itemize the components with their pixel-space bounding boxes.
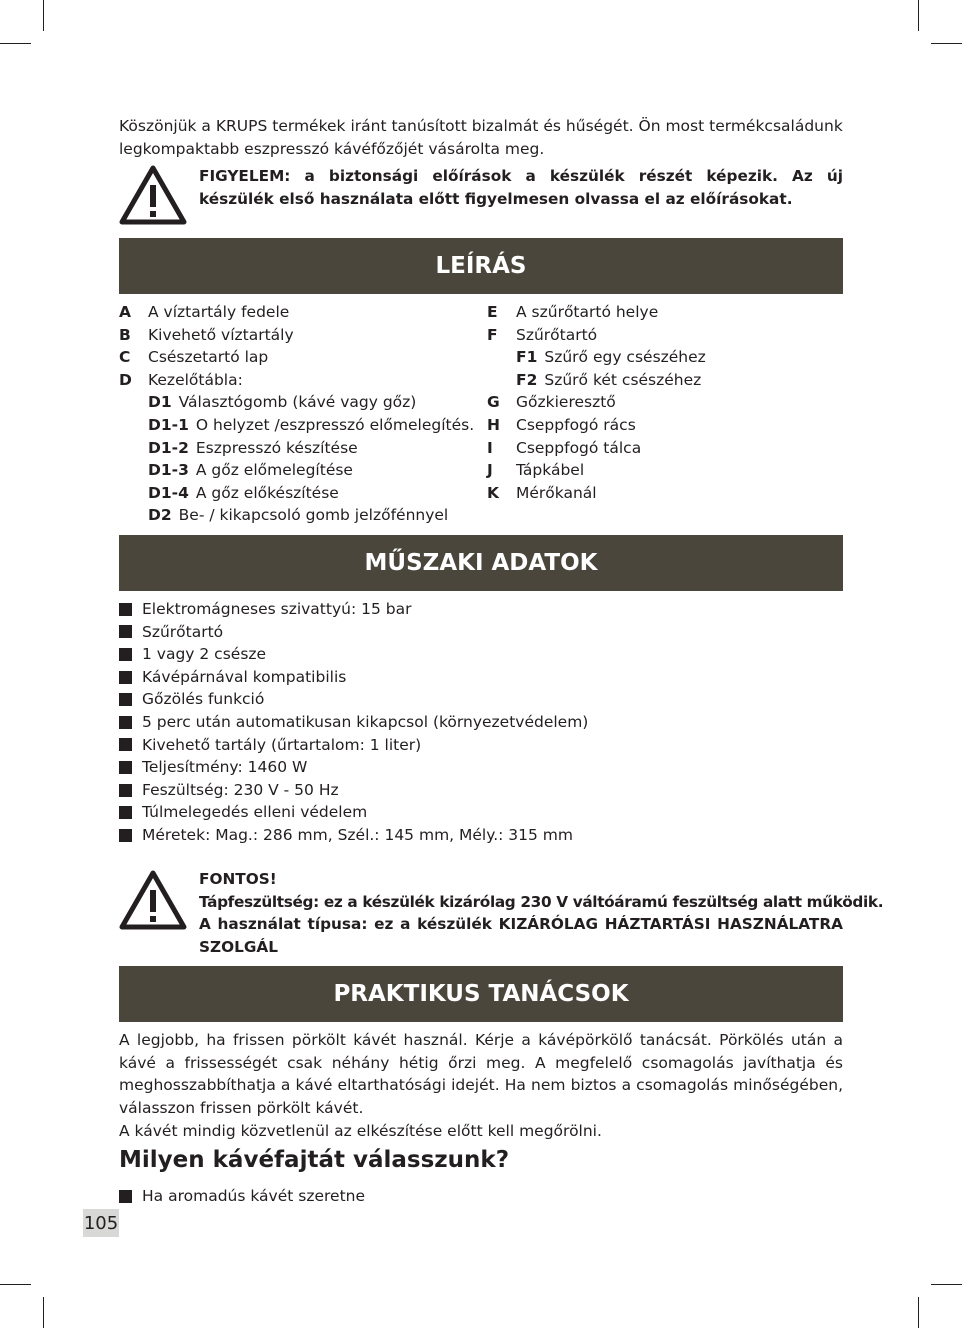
warning-usage: A használat típusa: ez a készülék KIZÁRÓLAG HÁZTARTÁSI HASZNÁLATRA SZOLGÁL bbox=[199, 915, 843, 956]
warning-title: FONTOS! bbox=[199, 870, 277, 888]
sub-item: D1 Választógomb (kávé vagy gőz) bbox=[148, 393, 417, 412]
section-header-technical-data: MŰSZAKI ADATOK bbox=[119, 535, 843, 591]
bullet-square-icon bbox=[119, 603, 132, 616]
list-item: G Gőzkieresztő bbox=[487, 393, 616, 412]
crop-mark bbox=[918, 0, 919, 31]
list-item: Elektromágneses szivattyú: 15 bar bbox=[119, 598, 588, 621]
safety-warning bbox=[119, 165, 843, 210]
list-item: Teljesítmény: 1460 W bbox=[119, 756, 588, 779]
list-item: A A víztartály fedele bbox=[119, 303, 290, 321]
list-item: Kávépárnával kompatibilis bbox=[119, 666, 588, 689]
crop-mark bbox=[931, 43, 962, 44]
warning-icon bbox=[119, 165, 187, 225]
sub-item: D2 Be- / kikapcsoló gomb jelzőfénnyel bbox=[148, 506, 449, 525]
list-item: Szűrőtartó bbox=[119, 621, 588, 644]
list-item: I Cseppfogó tálca bbox=[487, 438, 642, 457]
sub-item: D1-2 Eszpresszó készítése bbox=[148, 438, 358, 457]
warning-text: FIGYELEM: a biztonsági előírások a készülék részét képezik. Az új készülék első használata előtt figyelmesen olvassa el az előírásokat. bbox=[199, 167, 843, 208]
bullet-square-icon bbox=[119, 829, 132, 842]
list-item: E A szűrőtartó helye bbox=[487, 303, 659, 321]
warning-icon bbox=[119, 870, 187, 930]
bullet-square-icon bbox=[119, 761, 132, 774]
section-header-description: LEÍRÁS bbox=[119, 238, 843, 294]
list-item: Ha aromadús kávét szeretne bbox=[119, 1185, 365, 1208]
bullet-square-icon bbox=[119, 648, 132, 661]
list-item: K Mérőkanál bbox=[487, 483, 597, 502]
crop-mark bbox=[931, 1284, 962, 1285]
bullet-square-icon bbox=[119, 716, 132, 729]
list-item: Gőzölés funkció bbox=[119, 688, 588, 711]
list-item: 5 perc után automatikusan kikapcsol (környezetvédelem) bbox=[119, 711, 588, 734]
bullet-square-icon bbox=[119, 693, 132, 706]
sub-item: F1 Szűrő egy csészéhez bbox=[516, 348, 706, 367]
list-item: Feszültség: 230 V - 50 Hz bbox=[119, 779, 588, 802]
list-item: Kivehető tartály (űrtartalom: 1 liter) bbox=[119, 734, 588, 757]
list-item: Méretek: Mag.: 286 mm, Szél.: 145 mm, Mély.: 315 mm bbox=[119, 824, 588, 847]
list-item: J Tápkábel bbox=[487, 461, 585, 480]
crop-mark bbox=[918, 1297, 919, 1328]
parts-list-right bbox=[487, 301, 843, 504]
bullet-square-icon bbox=[119, 806, 132, 819]
sub-item: D1-3 A gőz előmelegítése bbox=[148, 461, 353, 480]
crop-mark bbox=[43, 0, 44, 31]
warning-voltage: Tápfeszültség: ez a készülék kizárólag 230 V váltóáramú feszültség alatt működik. bbox=[199, 892, 884, 911]
list-item: H Cseppfogó rács bbox=[487, 415, 636, 434]
list-item: 1 vagy 2 csésze bbox=[119, 643, 588, 666]
list-item: F Szűrőtartó bbox=[487, 325, 598, 344]
list-item: D Kezelőtábla: bbox=[119, 370, 243, 389]
bullet-square-icon bbox=[119, 1190, 132, 1203]
sub-item: D1-4 A gőz előkészítése bbox=[148, 483, 339, 502]
bullet-square-icon bbox=[119, 784, 132, 797]
list-item: C Csészetartó lap bbox=[119, 348, 269, 367]
bullet-square-icon bbox=[119, 738, 132, 751]
crop-mark bbox=[0, 43, 31, 44]
coffee-choice-list bbox=[119, 1185, 365, 1208]
list-item: Túlmelegedés elleni védelem bbox=[119, 801, 588, 824]
important-warning bbox=[119, 868, 884, 958]
bullet-square-icon bbox=[119, 625, 132, 638]
crop-mark bbox=[43, 1297, 44, 1328]
subheading: Milyen kávéfajtát válasszunk? bbox=[119, 1147, 510, 1173]
sub-item: F2 Szűrő két csészéhez bbox=[516, 370, 702, 389]
sub-item: D1-1 O helyzet /eszpresszó előmelegítés. bbox=[148, 415, 475, 434]
specs-list bbox=[119, 598, 588, 847]
tips-text: A legjobb, ha frissen pörkölt kávét használ. Kérje a kávépörkölő tanácsát. Pörkölés után a kávé a frissességét csak néhány hétig őrzi meg. A megfelelő csomagolás javíthatja és meghosszabbíthatja a kávé eltarthatósági idejét. Ha nem biztos a csomagolás minőségében, válasszon frissen pörkölt kávét. bbox=[119, 1031, 843, 1117]
intro-text: Köszönjük a KRUPS termékek iránt tanúsított bizalmát és hűségét. Ön most termékcsaládunk legkompaktabb eszpresszó kávéfőzőjét vásárolta meg. bbox=[119, 117, 843, 158]
page-number: 105 bbox=[83, 1209, 119, 1237]
crop-mark bbox=[0, 1284, 31, 1285]
tips-text-2: A kávét mindig közvetlenül az elkészítése előtt kell megőrölni. bbox=[119, 1122, 602, 1140]
section-header-practical-tips: PRAKTIKUS TANÁCSOK bbox=[119, 966, 843, 1022]
bullet-square-icon bbox=[119, 671, 132, 684]
list-item: B Kivehető víztartály bbox=[119, 325, 294, 344]
warning-block bbox=[199, 868, 884, 958]
parts-list-left bbox=[119, 301, 479, 527]
